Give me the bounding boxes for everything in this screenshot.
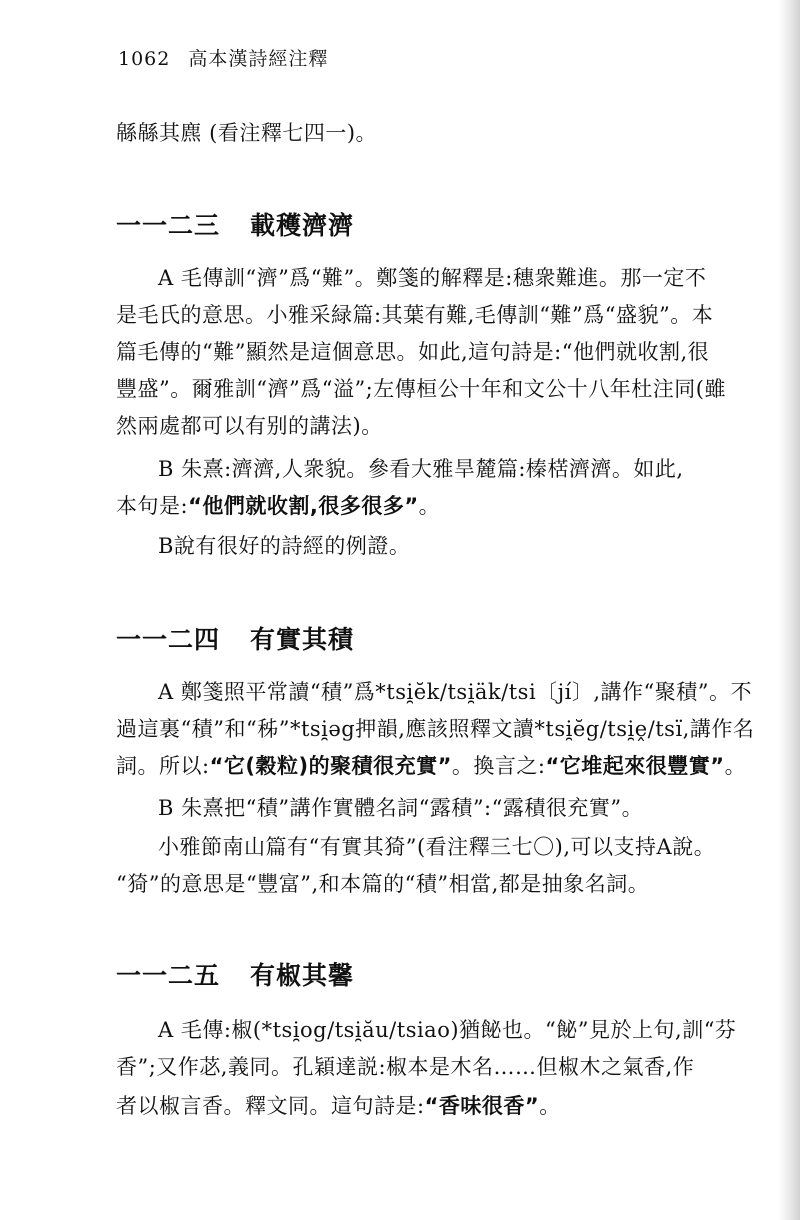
paragraph-line: 然兩處都可以有别的講法)。 [116,414,383,438]
paragraph-line: 篇毛傳的“難”顯然是這個意思。如此,這句詩是:“他們就收割,很 [116,340,710,364]
paragraph-line: A 鄭箋照平常讀“積”爲*tsi̯ĕk/tsi̯äk/tsi〔jí〕,講作“聚積”。不 [158,680,753,704]
text-run: 者以椒言香。釋文同。這句詩是: [116,1094,425,1118]
text-run: 本句是: [116,494,189,518]
paragraph-line [116,750,756,780]
paragraph-line: B 朱熹:濟濟,人衆貌。參看大雅旱麓篇:榛楛濟濟。如此, [158,457,684,481]
text-run: 。換言之: [451,754,546,778]
text-run: 詞。所以: [116,754,210,778]
section-number: 一一二三 [116,211,221,240]
section-number: 一一二五 [116,961,221,990]
text-run: 。 [418,494,441,518]
page-edge-shadow [778,0,800,1220]
paragraph-line: 小雅節南山篇有“有實其猗”(看注釋三七〇),可以支持A說。 [158,835,716,859]
emphasis-translation: “它堆起來很豐實” [545,754,725,778]
section-title: 載穫濟濟 [250,211,355,240]
emphasis-translation: “香味很香” [424,1094,540,1118]
section-title: 有椒其馨 [250,961,355,990]
text-run: 。 [724,754,747,778]
paragraph-line: B 朱熹把“積”講作實體名詞“露積”:“露積很充實”。 [158,796,644,820]
section-heading [116,620,354,656]
emphasis-translation: “他們就收割,很多很多” [188,494,419,518]
paragraph-line: 是毛氏的意思。小雅采緑篇:其葉有難,毛傳訓“難”爲“盛貌”。本 [116,303,714,327]
page-number: 1062 [118,48,171,70]
section-heading [116,956,354,992]
section-title: 有實其積 [250,625,355,654]
paragraph-line: B說有很好的詩經的例證。 [158,534,411,558]
paragraph-line: A 毛傳訓“濟”爲“難”。鄭箋的解釋是:穗衆難進。那一定不 [158,266,707,290]
text-run: 。 [539,1094,561,1118]
paragraph-line: A 毛傳:椒(*tsi̯og/tsi̯ău/tsiao)猶飶也。“飶”見於上句,訓“芬 [158,1018,737,1042]
paragraph-line [116,490,756,520]
section-number: 一一二四 [116,625,221,654]
paragraph-line: 過這裏“積”和“秭”*tsi̯əg押韻,應該照釋文讀*tsi̯ĕg/tsi̯ḙ/tsï,講作名 [116,717,755,741]
paragraph-line: “猗”的意思是“豐富”,和本篇的“積”相當,都是抽象名詞。 [116,872,650,896]
section-heading [116,206,354,242]
emphasis-translation: “它(穀粒)的聚積很充實” [209,754,452,778]
paragraph-line: 香”;又作苾,義同。孔穎達説:椒本是木名……但椒木之氣香,作 [116,1055,695,1079]
running-head [118,44,328,71]
intro-line: 緜緜其麃 (看注釋七四一)。 [116,121,378,145]
paragraph-line: 豐盛”。爾雅訓“濟”爲“溢”;左傳桓公十年和文公十八年杜注同(雖 [116,377,726,401]
book-title: 高本漢詩經注釋 [188,48,329,70]
paragraph-line [116,1090,756,1120]
